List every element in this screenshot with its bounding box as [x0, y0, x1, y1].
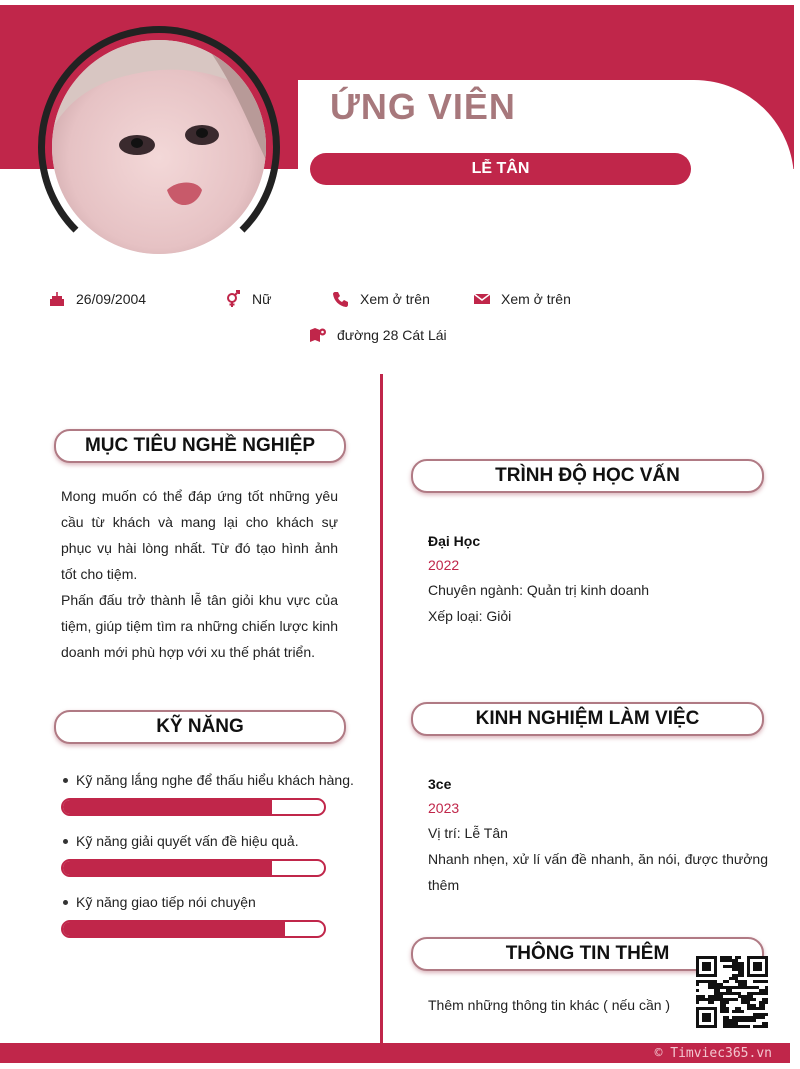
skill-label: Kỹ năng lắng nghe để thấu hiểu khách hàng. — [76, 772, 354, 788]
skill-label: Kỹ năng giải quyết vấn đề hiệu quả. — [76, 833, 299, 849]
education-heading: TRÌNH ĐỘ HỌC VẤN — [411, 459, 764, 493]
objective-text — [61, 483, 338, 665]
experience-year: 2023 — [428, 800, 460, 816]
experience-position: Vị trí: Lễ Tân — [428, 825, 508, 841]
experience-entry — [428, 776, 768, 898]
company-name: 3ce — [428, 776, 452, 792]
contact-address — [309, 326, 447, 344]
objective-paragraph: Phấn đấu trở thành lễ tân giỏi khu vực của tiệm, giúp tiệm tìm ra những chiến lược kinh doanh mới phù hợp với xu thế phát triển. — [61, 592, 338, 660]
objective-paragraph: Mong muốn có thể đáp ứng tốt những yêu cầu từ khách và mang lại cho khách sự phục vụ hài lòng nhất. Từ đó tạo hình ảnh tốt cho tiệm. — [61, 488, 338, 582]
skill-item — [63, 772, 363, 788]
skill-bar — [61, 798, 326, 816]
skill-label: Kỹ năng giao tiếp nói chuyện — [76, 894, 256, 910]
education-rank: Xếp loại: Giỏi — [428, 608, 512, 624]
skill-bar-fill — [63, 922, 285, 936]
skill-bar — [61, 859, 326, 877]
address-text: đường 28 Cát Lái — [337, 327, 447, 343]
birthday-text: 26/09/2004 — [76, 291, 147, 307]
education-entry — [428, 533, 768, 629]
bullet-icon — [63, 900, 68, 905]
map-pin-icon — [309, 326, 327, 344]
contact-birthday — [48, 290, 146, 308]
column-divider — [380, 374, 383, 1044]
candidate-name: ỨNG VIÊN — [330, 86, 516, 127]
contact-gender — [224, 290, 271, 308]
role-badge: LỄ TÂN — [310, 153, 691, 185]
experience-description: Nhanh nhẹn, xử lí vấn đề nhanh, ăn nói, được thưởng thêm — [428, 851, 768, 893]
school-name: Đại Học — [428, 533, 481, 549]
contact-email — [473, 290, 571, 308]
education-year: 2022 — [428, 557, 460, 573]
education-major: Chuyên ngành: Quản trị kinh doanh — [428, 582, 650, 598]
skills-list — [63, 772, 363, 938]
gender-icon — [224, 290, 242, 308]
skill-item — [63, 833, 363, 849]
bullet-icon — [63, 839, 68, 844]
email-text: Xem ở trên — [501, 291, 571, 307]
avatar — [52, 40, 266, 254]
skill-bar-fill — [63, 800, 272, 814]
phone-text: Xem ở trên — [360, 291, 430, 307]
extra-text: Thêm những thông tin khác ( nếu cần ) — [428, 997, 671, 1013]
cake-icon — [48, 290, 66, 308]
extra-heading: THÔNG TIN THÊM — [411, 937, 764, 971]
contact-phone — [332, 290, 430, 308]
bullet-icon — [63, 778, 68, 783]
experience-heading: KINH NGHIỆM LÀM VIỆC — [411, 702, 764, 736]
skill-bar-fill — [63, 861, 272, 875]
gender-text: Nữ — [252, 291, 272, 307]
skills-heading: KỸ NĂNG — [54, 710, 346, 744]
footer-brand: © Timviec365.vn — [654, 1046, 772, 1061]
qr-code — [696, 956, 768, 1028]
mail-icon — [473, 290, 491, 308]
skill-item — [63, 894, 363, 910]
objective-heading: MỤC TIÊU NGHỀ NGHIỆP — [54, 429, 346, 463]
phone-icon — [332, 290, 350, 308]
skill-bar — [61, 920, 326, 938]
